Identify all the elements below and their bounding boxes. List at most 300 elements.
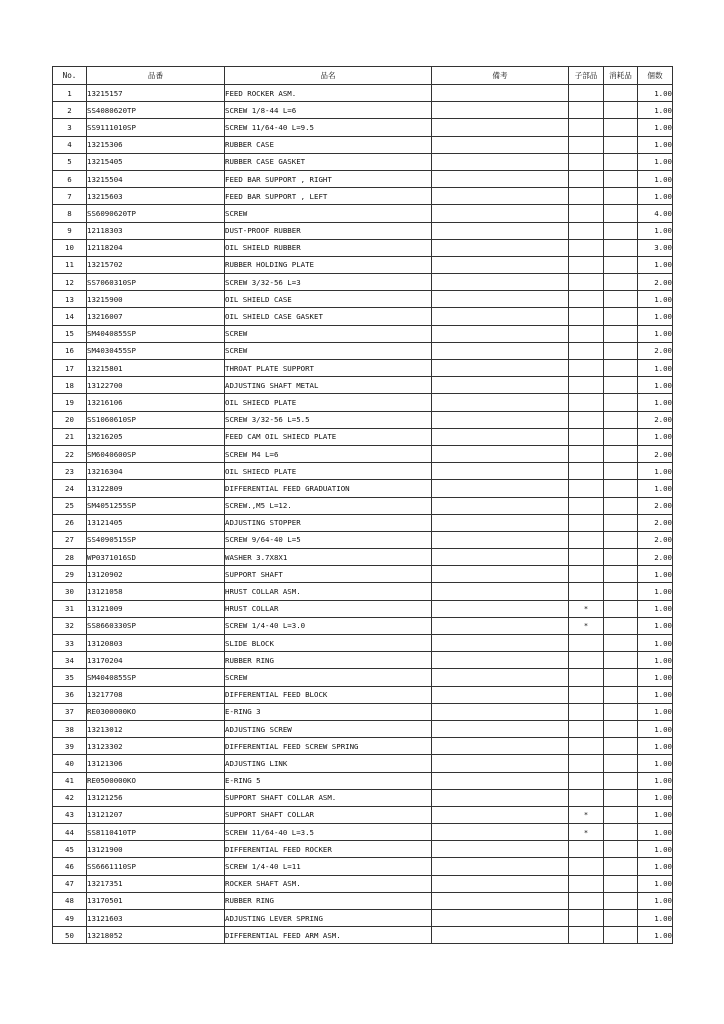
- consumable-mark: [604, 274, 638, 291]
- part-name: ROCKER SHAFT ASM.: [225, 875, 432, 892]
- quantity: 2.00: [638, 445, 673, 462]
- remarks-cell: [432, 136, 569, 153]
- consumable-mark: [604, 205, 638, 222]
- row-number: 11: [53, 256, 87, 273]
- consumable-mark: [604, 222, 638, 239]
- quantity: 1.00: [638, 170, 673, 187]
- remarks-cell: [432, 394, 569, 411]
- part-number: SM4030455SP: [87, 342, 225, 359]
- quantity: 1.00: [638, 566, 673, 583]
- row-number: 8: [53, 205, 87, 222]
- part-number: 13123302: [87, 738, 225, 755]
- quantity: 1.00: [638, 824, 673, 841]
- sub-part-mark: [569, 411, 604, 428]
- part-name: DUST-PROOF RUBBER: [225, 222, 432, 239]
- header-row: [53, 67, 673, 85]
- consumable-mark: [604, 119, 638, 136]
- table-row: [53, 428, 673, 445]
- part-name: FEED BAR SUPPORT , RIGHT: [225, 170, 432, 187]
- quantity: 2.00: [638, 342, 673, 359]
- row-number: 36: [53, 686, 87, 703]
- quantity: 1.00: [638, 308, 673, 325]
- table-row: [53, 600, 673, 617]
- table-row: [53, 239, 673, 256]
- quantity: 1.00: [638, 377, 673, 394]
- row-number: 15: [53, 325, 87, 342]
- quantity: 1.00: [638, 583, 673, 600]
- row-number: 3: [53, 119, 87, 136]
- remarks-cell: [432, 239, 569, 256]
- quantity: 1.00: [638, 428, 673, 445]
- part-name: SLIDE BLOCK: [225, 635, 432, 652]
- table-row: [53, 411, 673, 428]
- row-number: 42: [53, 789, 87, 806]
- part-number: RE0300000KO: [87, 703, 225, 720]
- sub-part-mark: [569, 256, 604, 273]
- remarks-cell: [432, 617, 569, 634]
- quantity: 1.00: [638, 858, 673, 875]
- part-number: SS4080620TP: [87, 102, 225, 119]
- row-number: 47: [53, 875, 87, 892]
- quantity: 1.00: [638, 600, 673, 617]
- part-number: 13215157: [87, 85, 225, 102]
- row-number: 41: [53, 772, 87, 789]
- consumable-mark: [604, 806, 638, 823]
- remarks-cell: [432, 188, 569, 205]
- row-number: 43: [53, 806, 87, 823]
- header-remarks: 備考: [432, 67, 569, 85]
- part-name: SUPPORT SHAFT COLLAR ASM.: [225, 789, 432, 806]
- sub-part-mark: [569, 239, 604, 256]
- part-number: 13216007: [87, 308, 225, 325]
- consumable-mark: [604, 789, 638, 806]
- sub-part-mark: [569, 549, 604, 566]
- quantity: 1.00: [638, 102, 673, 119]
- table-row: [53, 772, 673, 789]
- quantity: 1.00: [638, 806, 673, 823]
- part-number: 13170501: [87, 892, 225, 909]
- row-number: 33: [53, 635, 87, 652]
- quantity: 1.00: [638, 927, 673, 944]
- row-number: 21: [53, 428, 87, 445]
- part-name: SCREW 1/4-40 L=3.0: [225, 617, 432, 634]
- quantity: 1.00: [638, 256, 673, 273]
- part-number: SM4051255SP: [87, 497, 225, 514]
- part-number: 13215801: [87, 360, 225, 377]
- part-name: RUBBER RING: [225, 652, 432, 669]
- consumable-mark: [604, 360, 638, 377]
- remarks-cell: [432, 892, 569, 909]
- consumable-mark: [604, 875, 638, 892]
- table-row: [53, 703, 673, 720]
- part-number: SM4040855SP: [87, 325, 225, 342]
- row-number: 48: [53, 892, 87, 909]
- part-name: SCREW M4 L=6: [225, 445, 432, 462]
- consumable-mark: [604, 256, 638, 273]
- part-number: 13216205: [87, 428, 225, 445]
- table-row: [53, 635, 673, 652]
- row-number: 27: [53, 531, 87, 548]
- row-number: 10: [53, 239, 87, 256]
- part-name: DIFFERENTIAL FEED ARM ASM.: [225, 927, 432, 944]
- quantity: 1.00: [638, 669, 673, 686]
- quantity: 1.00: [638, 652, 673, 669]
- sub-part-mark: [569, 222, 604, 239]
- remarks-cell: [432, 583, 569, 600]
- remarks-cell: [432, 428, 569, 445]
- sub-part-mark: [569, 497, 604, 514]
- remarks-cell: [432, 274, 569, 291]
- quantity: 1.00: [638, 119, 673, 136]
- quantity: 2.00: [638, 411, 673, 428]
- quantity: 1.00: [638, 463, 673, 480]
- remarks-cell: [432, 600, 569, 617]
- row-number: 26: [53, 514, 87, 531]
- quantity: 1.00: [638, 153, 673, 170]
- part-number: 13121058: [87, 583, 225, 600]
- table-row: [53, 652, 673, 669]
- sub-part-mark: [569, 635, 604, 652]
- part-name: RUBBER HOLDING PLATE: [225, 256, 432, 273]
- part-name: RUBBER CASE: [225, 136, 432, 153]
- sub-part-mark: *: [569, 617, 604, 634]
- table-row: [53, 463, 673, 480]
- part-name: DIFFERENTIAL FEED GRADUATION: [225, 480, 432, 497]
- table-row: [53, 222, 673, 239]
- header-quantity: 個数: [638, 67, 673, 85]
- sub-part-mark: [569, 566, 604, 583]
- remarks-cell: [432, 308, 569, 325]
- table-row: [53, 170, 673, 187]
- part-name: SCREW 1/4-40 L=11: [225, 858, 432, 875]
- part-name: ADJUSTING LINK: [225, 755, 432, 772]
- part-name: RUBBER RING: [225, 892, 432, 909]
- part-name: SCREW: [225, 342, 432, 359]
- quantity: 2.00: [638, 274, 673, 291]
- table-row: [53, 806, 673, 823]
- part-number: SS4090515SP: [87, 531, 225, 548]
- row-number: 44: [53, 824, 87, 841]
- part-name: HRUST COLLAR: [225, 600, 432, 617]
- consumable-mark: [604, 892, 638, 909]
- table-row: [53, 669, 673, 686]
- table-row: [53, 377, 673, 394]
- quantity: 1.00: [638, 772, 673, 789]
- table-row: [53, 789, 673, 806]
- consumable-mark: [604, 858, 638, 875]
- row-number: 30: [53, 583, 87, 600]
- consumable-mark: [604, 927, 638, 944]
- row-number: 45: [53, 841, 87, 858]
- part-number: 13122809: [87, 480, 225, 497]
- sub-part-mark: [569, 514, 604, 531]
- consumable-mark: [604, 136, 638, 153]
- table-row: [53, 445, 673, 462]
- header-no: No.: [53, 67, 87, 85]
- quantity: 3.00: [638, 239, 673, 256]
- sub-part-mark: [569, 377, 604, 394]
- quantity: 2.00: [638, 497, 673, 514]
- consumable-mark: [604, 497, 638, 514]
- row-number: 38: [53, 720, 87, 737]
- remarks-cell: [432, 720, 569, 737]
- sub-part-mark: [569, 85, 604, 102]
- remarks-cell: [432, 669, 569, 686]
- quantity: 1.00: [638, 892, 673, 909]
- table-row: [53, 394, 673, 411]
- consumable-mark: [604, 686, 638, 703]
- consumable-mark: [604, 910, 638, 927]
- sub-part-mark: [569, 703, 604, 720]
- part-number: 12118204: [87, 239, 225, 256]
- remarks-cell: [432, 377, 569, 394]
- sub-part-mark: [569, 205, 604, 222]
- sub-part-mark: [569, 789, 604, 806]
- consumable-mark: [604, 549, 638, 566]
- table-row: [53, 325, 673, 342]
- part-name: DIFFERENTIAL FEED ROCKER: [225, 841, 432, 858]
- part-name: OIL SHIELD RUBBER: [225, 239, 432, 256]
- part-number: SS6661110SP: [87, 858, 225, 875]
- table-row: [53, 497, 673, 514]
- consumable-mark: [604, 755, 638, 772]
- part-number: 12118303: [87, 222, 225, 239]
- table-row: [53, 480, 673, 497]
- part-name: SCREW: [225, 205, 432, 222]
- consumable-mark: [604, 428, 638, 445]
- row-number: 25: [53, 497, 87, 514]
- part-number: 13218052: [87, 927, 225, 944]
- part-number: 13121405: [87, 514, 225, 531]
- part-number: 13215603: [87, 188, 225, 205]
- remarks-cell: [432, 445, 569, 462]
- part-name: SCREW: [225, 669, 432, 686]
- quantity: 1.00: [638, 480, 673, 497]
- quantity: 1.00: [638, 635, 673, 652]
- table-row: [53, 274, 673, 291]
- part-name: WASHER 3.7X8X1: [225, 549, 432, 566]
- table-row: [53, 188, 673, 205]
- part-number: 13216106: [87, 394, 225, 411]
- consumable-mark: [604, 583, 638, 600]
- remarks-cell: [432, 497, 569, 514]
- consumable-mark: [604, 188, 638, 205]
- quantity: 2.00: [638, 514, 673, 531]
- remarks-cell: [432, 652, 569, 669]
- table-row: [53, 153, 673, 170]
- part-number: SS1060610SP: [87, 411, 225, 428]
- sub-part-mark: [569, 188, 604, 205]
- consumable-mark: [604, 480, 638, 497]
- row-number: 17: [53, 360, 87, 377]
- quantity: 1.00: [638, 136, 673, 153]
- sub-part-mark: [569, 119, 604, 136]
- remarks-cell: [432, 514, 569, 531]
- consumable-mark: [604, 600, 638, 617]
- row-number: 4: [53, 136, 87, 153]
- quantity: 1.00: [638, 686, 673, 703]
- sub-part-mark: *: [569, 806, 604, 823]
- sub-part-mark: [569, 686, 604, 703]
- part-name: OIL SHIECD PLATE: [225, 394, 432, 411]
- part-name: SCREW 3/32-56 L=5.5: [225, 411, 432, 428]
- row-number: 29: [53, 566, 87, 583]
- row-number: 31: [53, 600, 87, 617]
- row-number: 16: [53, 342, 87, 359]
- part-name: FEED BAR SUPPORT , LEFT: [225, 188, 432, 205]
- quantity: 1.00: [638, 910, 673, 927]
- part-number: 13121306: [87, 755, 225, 772]
- part-number: SS6090620TP: [87, 205, 225, 222]
- row-number: 18: [53, 377, 87, 394]
- consumable-mark: [604, 617, 638, 634]
- remarks-cell: [432, 858, 569, 875]
- consumable-mark: [604, 342, 638, 359]
- row-number: 9: [53, 222, 87, 239]
- row-number: 35: [53, 669, 87, 686]
- table-row: [53, 720, 673, 737]
- consumable-mark: [604, 635, 638, 652]
- row-number: 14: [53, 308, 87, 325]
- part-name: THROAT PLATE SUPPORT: [225, 360, 432, 377]
- part-name: OIL SHIECD PLATE: [225, 463, 432, 480]
- part-name: FEED CAM OIL SHIECD PLATE: [225, 428, 432, 445]
- part-number: RE0500000KO: [87, 772, 225, 789]
- part-number: SS7060310SP: [87, 274, 225, 291]
- part-name: ADJUSTING SCREW: [225, 720, 432, 737]
- consumable-mark: [604, 308, 638, 325]
- row-number: 23: [53, 463, 87, 480]
- row-number: 34: [53, 652, 87, 669]
- sub-part-mark: [569, 927, 604, 944]
- part-name: E-RING 3: [225, 703, 432, 720]
- table-row: [53, 686, 673, 703]
- table-row: [53, 119, 673, 136]
- consumable-mark: [604, 394, 638, 411]
- row-number: 49: [53, 910, 87, 927]
- sub-part-mark: [569, 910, 604, 927]
- table-row: [53, 755, 673, 772]
- remarks-cell: [432, 205, 569, 222]
- sub-part-mark: [569, 892, 604, 909]
- part-number: 13170204: [87, 652, 225, 669]
- remarks-cell: [432, 910, 569, 927]
- part-number: 13215306: [87, 136, 225, 153]
- table-row: [53, 308, 673, 325]
- parts-rows: [53, 85, 673, 944]
- row-number: 1: [53, 85, 87, 102]
- table-row: [53, 514, 673, 531]
- row-number: 2: [53, 102, 87, 119]
- part-name: SUPPORT SHAFT COLLAR: [225, 806, 432, 823]
- remarks-cell: [432, 875, 569, 892]
- row-number: 40: [53, 755, 87, 772]
- remarks-cell: [432, 102, 569, 119]
- sub-part-mark: *: [569, 824, 604, 841]
- part-number: SS8660330SP: [87, 617, 225, 634]
- row-number: 12: [53, 274, 87, 291]
- remarks-cell: [432, 119, 569, 136]
- quantity: 1.00: [638, 617, 673, 634]
- part-name: SUPPORT SHAFT: [225, 566, 432, 583]
- sub-part-mark: [569, 583, 604, 600]
- consumable-mark: [604, 377, 638, 394]
- part-number: 13121603: [87, 910, 225, 927]
- quantity: 1.00: [638, 291, 673, 308]
- table-row: [53, 841, 673, 858]
- part-number: SS8110410TP: [87, 824, 225, 841]
- quantity: 1.00: [638, 738, 673, 755]
- sub-part-mark: [569, 445, 604, 462]
- sub-part-mark: [569, 875, 604, 892]
- quantity: 2.00: [638, 531, 673, 548]
- table-row: [53, 824, 673, 841]
- consumable-mark: [604, 153, 638, 170]
- row-number: 20: [53, 411, 87, 428]
- sub-part-mark: [569, 669, 604, 686]
- part-number: 13121256: [87, 789, 225, 806]
- remarks-cell: [432, 531, 569, 548]
- quantity: 4.00: [638, 205, 673, 222]
- remarks-cell: [432, 703, 569, 720]
- sub-part-mark: [569, 858, 604, 875]
- part-number: SS9111010SP: [87, 119, 225, 136]
- remarks-cell: [432, 291, 569, 308]
- consumable-mark: [604, 531, 638, 548]
- part-number: SM6040600SP: [87, 445, 225, 462]
- sub-part-mark: [569, 480, 604, 497]
- row-number: 50: [53, 927, 87, 944]
- consumable-mark: [604, 669, 638, 686]
- part-number: 13122700: [87, 377, 225, 394]
- part-number: 13215900: [87, 291, 225, 308]
- remarks-cell: [432, 85, 569, 102]
- sub-part-mark: [569, 531, 604, 548]
- part-name: ADJUSTING STOPPER: [225, 514, 432, 531]
- part-number: 13215504: [87, 170, 225, 187]
- quantity: 1.00: [638, 789, 673, 806]
- quantity: 1.00: [638, 875, 673, 892]
- part-name: SCREW 11/64-40 L=9.5: [225, 119, 432, 136]
- remarks-cell: [432, 256, 569, 273]
- part-number: 13121009: [87, 600, 225, 617]
- consumable-mark: [604, 102, 638, 119]
- consumable-mark: [604, 703, 638, 720]
- sub-part-mark: [569, 652, 604, 669]
- part-number: 13121207: [87, 806, 225, 823]
- table-row: [53, 102, 673, 119]
- part-number: SM4040855SP: [87, 669, 225, 686]
- remarks-cell: [432, 360, 569, 377]
- row-number: 39: [53, 738, 87, 755]
- header-part-name: 品名: [225, 67, 432, 85]
- part-number: 13215702: [87, 256, 225, 273]
- row-number: 28: [53, 549, 87, 566]
- remarks-cell: [432, 841, 569, 858]
- row-number: 13: [53, 291, 87, 308]
- part-name: HRUST COLLAR ASM.: [225, 583, 432, 600]
- sub-part-mark: [569, 342, 604, 359]
- part-name: OIL SHIELD CASE GASKET: [225, 308, 432, 325]
- sub-part-mark: [569, 136, 604, 153]
- part-name: ADJUSTING LEVER SPRING: [225, 910, 432, 927]
- quantity: 2.00: [638, 549, 673, 566]
- quantity: 1.00: [638, 394, 673, 411]
- table-row: [53, 531, 673, 548]
- header-part-number: 品番: [87, 67, 225, 85]
- part-name: RUBBER CASE GASKET: [225, 153, 432, 170]
- part-name: SCREW 3/32-56 L=3: [225, 274, 432, 291]
